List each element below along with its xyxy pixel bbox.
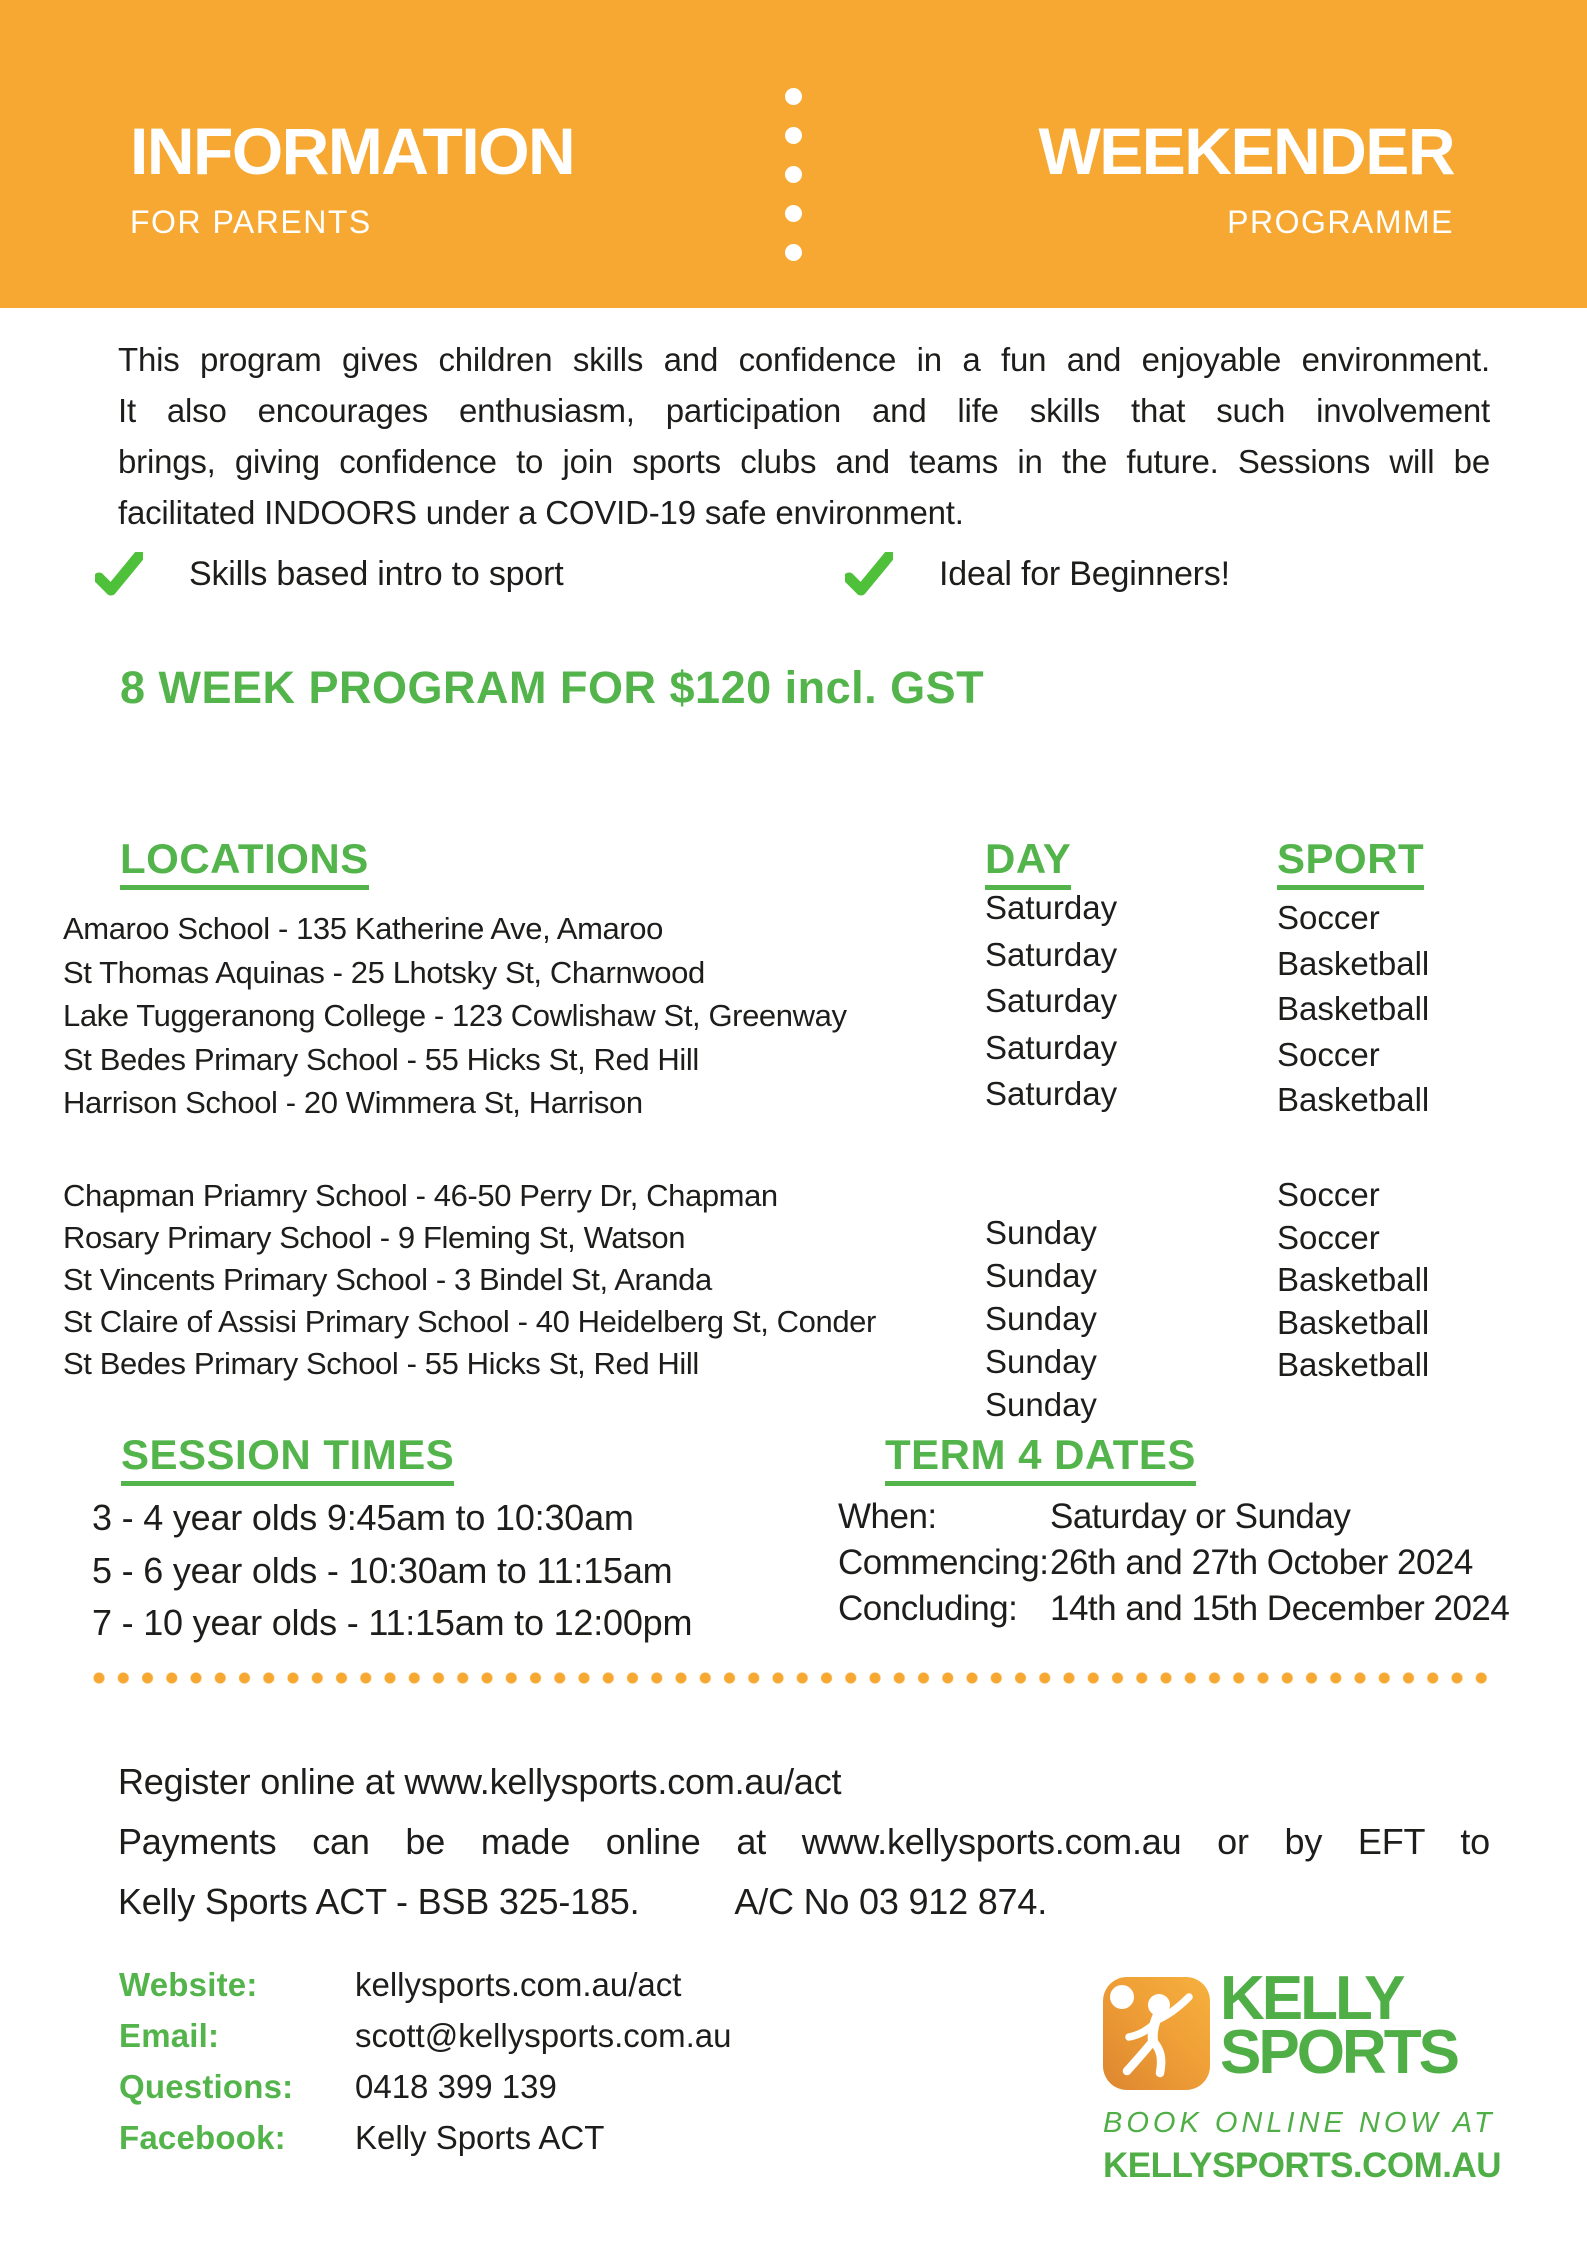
sport-item: Soccer — [1277, 1218, 1380, 1256]
day-item: Sunday — [985, 1300, 1097, 1337]
intro-line: facilitated INDOORS under a COVID-19 safe environment. — [118, 494, 964, 531]
location-item: St Vincents Primary School - 3 Bindel St, Aranda — [63, 1262, 712, 1297]
intro-line: brings, giving confidence to join sports clubs and teams in the future. Sessions will be — [118, 443, 1490, 480]
account-number-text: A/C No 03 912 874. — [734, 1881, 1048, 1922]
checkpoint-label: Ideal for Beginners! — [939, 554, 1230, 593]
term-dates-heading: TERM 4 DATES — [885, 1434, 1196, 1486]
contact-row — [119, 2010, 731, 2061]
contact-row — [119, 2112, 731, 2163]
header-left — [130, 114, 575, 240]
sport-item: Soccer — [1277, 1035, 1380, 1073]
intro-line: This program gives children skills and confidence in a fun and enjoyable environment. — [118, 341, 1490, 378]
logo-tagline: BOOK ONLINE NOW AT — [1103, 2107, 1496, 2139]
sport-list-group1 — [1277, 895, 1429, 1123]
checkmark-icon — [95, 552, 143, 596]
dot-icon — [785, 205, 802, 222]
checkpoints-row — [0, 552, 1587, 604]
term-row-value: Saturday or Sunday — [1050, 1497, 1351, 1536]
session-times-heading: SESSION TIMES — [121, 1434, 454, 1486]
checkmark-icon — [845, 552, 893, 596]
locations-heading: LOCATIONS — [120, 838, 369, 890]
contact-label: Email: — [119, 2017, 220, 2054]
phone-value: 0418 399 139 — [355, 2068, 557, 2105]
checkpoint — [845, 552, 1230, 596]
term-row — [838, 1494, 1509, 1540]
day-item: Saturday — [985, 982, 1118, 1019]
sport-item: Basketball — [1277, 990, 1430, 1027]
contact-label: Facebook: — [119, 2119, 286, 2156]
term-row-label: Concluding: — [838, 1589, 1018, 1628]
intro-paragraph — [118, 334, 1490, 538]
location-item: Harrison School - 20 Wimmera St, Harrison — [63, 1085, 643, 1120]
dotted-separator — [93, 1672, 1499, 1684]
term-row-value: 14th and 15th December 2024 — [1050, 1589, 1510, 1628]
location-item: St Claire of Assisi Primary School - 40 Heidelberg St, Conder — [63, 1304, 876, 1339]
sport-list-group2 — [1277, 1174, 1429, 1387]
contact-label: Questions: — [119, 2068, 294, 2105]
email-value: scott@kellysports.com.au — [355, 2017, 732, 2054]
programme-subtitle: PROGRAMME — [1227, 204, 1454, 240]
intro-line: It also encourages enthusiasm, participation and life skills that such involvement — [118, 392, 1490, 429]
location-item: Lake Tuggeranong College - 123 Cowlishaw St, Greenway — [63, 998, 847, 1033]
term-row-value: 26th and 27th October 2024 — [1050, 1543, 1473, 1582]
day-item: Sunday — [985, 1257, 1097, 1294]
session-times-list — [92, 1492, 692, 1650]
kelly-sports-figure-icon — [1103, 1977, 1210, 2090]
logo-wordmark — [1220, 1964, 1457, 2087]
logo-row — [1103, 1964, 1501, 2090]
payments-line: Payments can be made online at www.kellysports.com.au or by EFT to — [118, 1821, 1490, 1862]
register-section — [118, 1752, 1490, 1932]
location-item: Chapman Priamry School - 46-50 Perry Dr, Chapman — [63, 1178, 778, 1213]
location-item: Amaroo School - 135 Katherine Ave, Amaroo — [63, 911, 663, 946]
session-time-item: 7 - 10 year olds - 11:15am to 12:00pm — [92, 1602, 693, 1643]
dot-icon — [785, 127, 802, 144]
programme-title: WEEKENDER — [1038, 114, 1454, 188]
locations-list-group1 — [63, 907, 847, 1125]
sport-heading: SPORT — [1277, 838, 1424, 890]
term-row-label: When: — [838, 1497, 937, 1536]
contact-label: Website: — [119, 1966, 258, 2003]
page-title: INFORMATION — [130, 114, 575, 188]
term-dates-table — [838, 1494, 1509, 1632]
sport-item: Basketball — [1277, 1303, 1430, 1341]
session-time-item: 3 - 4 year olds 9:45am to 10:30am — [92, 1497, 634, 1538]
location-item: St Bedes Primary School - 55 Hicks St, Red Hill — [63, 1346, 699, 1381]
day-item: Saturday — [985, 935, 1118, 973]
facebook-value: Kelly Sports ACT — [355, 2119, 605, 2156]
day-item: Saturday — [985, 1075, 1118, 1112]
term-row-label: Commencing: — [838, 1543, 1049, 1582]
day-item: Sunday — [985, 1343, 1097, 1380]
sport-item: Basketball — [1277, 1081, 1430, 1118]
day-list-group2 — [985, 1211, 1097, 1426]
register-line: Register online at www.kellysports.com.au/act — [118, 1761, 842, 1802]
contact-row — [119, 1959, 731, 2010]
day-list-group1 — [985, 885, 1117, 1118]
contacts-block — [119, 1959, 731, 2163]
logo-word-sports: SPORTS — [1220, 2018, 1457, 2087]
header-right — [1038, 114, 1454, 240]
logo-url: KELLYSPORTS.COM.AU — [1103, 2146, 1502, 2185]
page-subtitle: FOR PARENTS — [130, 204, 372, 240]
checkpoint-label: Skills based intro to sport — [189, 554, 564, 593]
day-item: Sunday — [985, 1214, 1097, 1251]
website-value: kellysports.com.au/act — [355, 1966, 682, 2003]
contact-row — [119, 2061, 731, 2112]
dot-icon — [785, 88, 802, 105]
location-item: St Bedes Primary School - 55 Hicks St, Red Hill — [63, 1041, 699, 1077]
sport-item: Basketball — [1277, 1261, 1430, 1298]
location-item: Rosary Primary School - 9 Fleming St, Watson — [63, 1220, 686, 1255]
day-item: Saturday — [985, 889, 1118, 926]
session-time-item: 5 - 6 year olds - 10:30am to 11:15am — [92, 1549, 673, 1591]
sport-item: Soccer — [1277, 899, 1380, 936]
day-item: Sunday — [985, 1386, 1097, 1423]
location-item: St Thomas Aquinas - 25 Lhotsky St, Charnwood — [63, 954, 705, 990]
bsb-text: Kelly Sports ACT - BSB 325-185. — [118, 1881, 640, 1922]
sport-item: Basketball — [1277, 1346, 1430, 1383]
dot-icon — [785, 244, 802, 261]
price-heading: 8 WEEK PROGRAM FOR $120 incl. GST — [120, 662, 985, 713]
header-banner — [0, 0, 1587, 308]
term-row — [838, 1540, 1509, 1586]
sport-item: Soccer — [1277, 1176, 1380, 1213]
kelly-sports-logo — [1103, 1964, 1502, 2186]
locations-list-group2 — [63, 1175, 876, 1385]
term-row — [838, 1586, 1509, 1632]
dot-icon — [785, 166, 802, 183]
day-item: Saturday — [985, 1028, 1118, 1066]
bank-details-line — [118, 1872, 1490, 1932]
sport-item: Basketball — [1277, 944, 1430, 982]
logo-word-kelly: KELLY — [1220, 1964, 1403, 2033]
header-dots-divider — [785, 88, 802, 283]
day-heading: DAY — [985, 838, 1071, 890]
checkpoint — [95, 552, 563, 596]
